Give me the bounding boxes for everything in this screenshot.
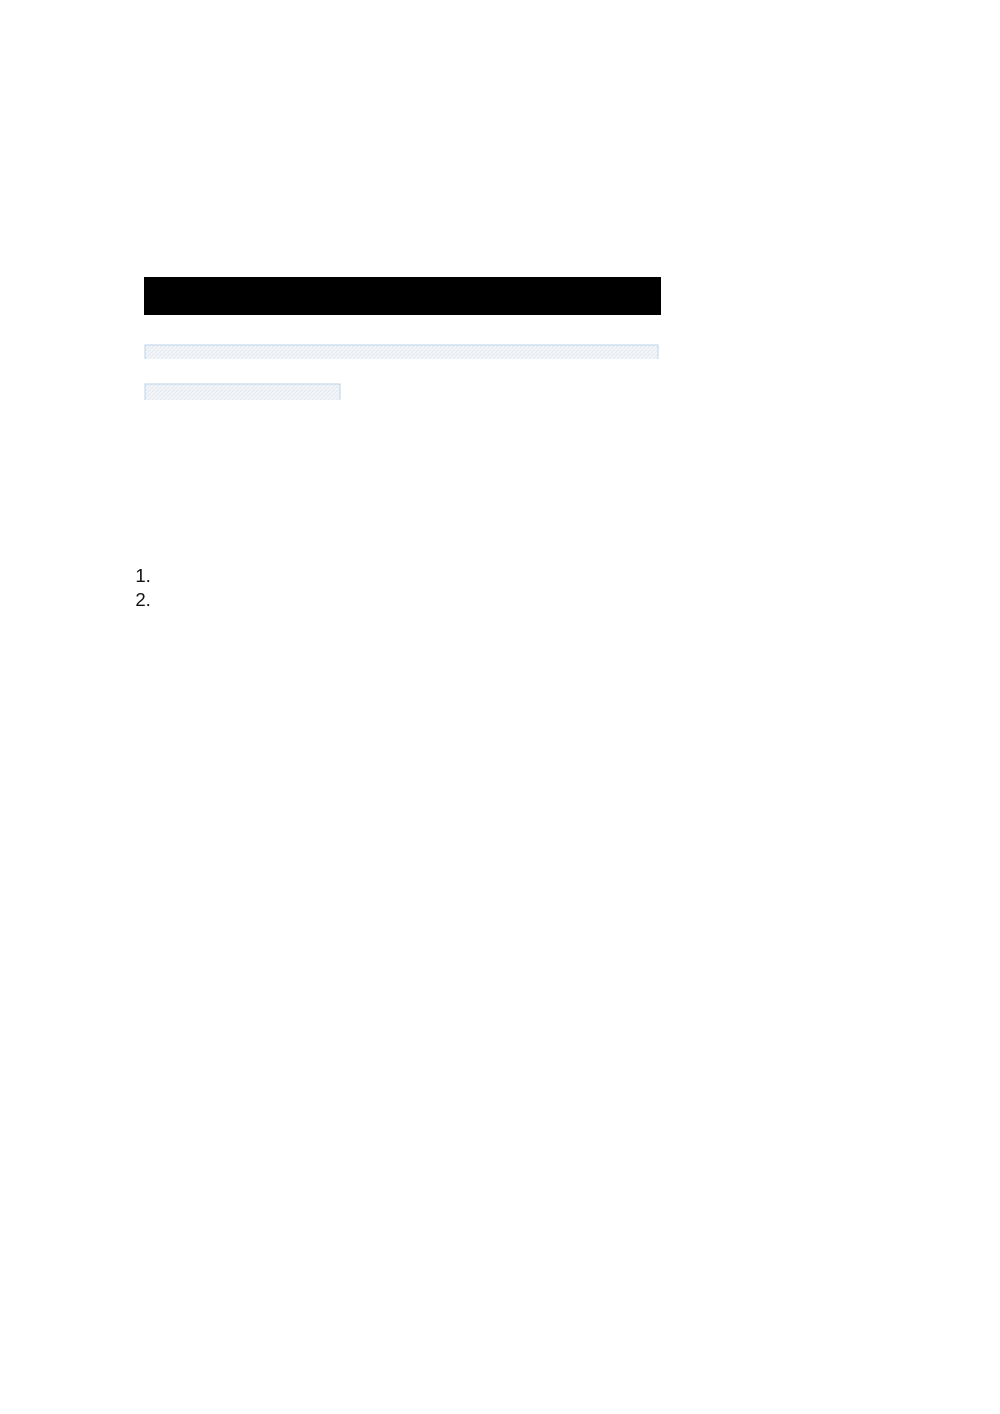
post-editing-diagram [95, 257, 905, 517]
guidelines-list [95, 564, 905, 612]
list-item [156, 564, 905, 588]
diagram-header-bar [144, 277, 661, 315]
diagram-svg [95, 257, 905, 517]
list-item [156, 588, 905, 612]
full-bracket [145, 345, 658, 359]
light-bracket [145, 384, 340, 400]
document-page [95, 188, 905, 612]
